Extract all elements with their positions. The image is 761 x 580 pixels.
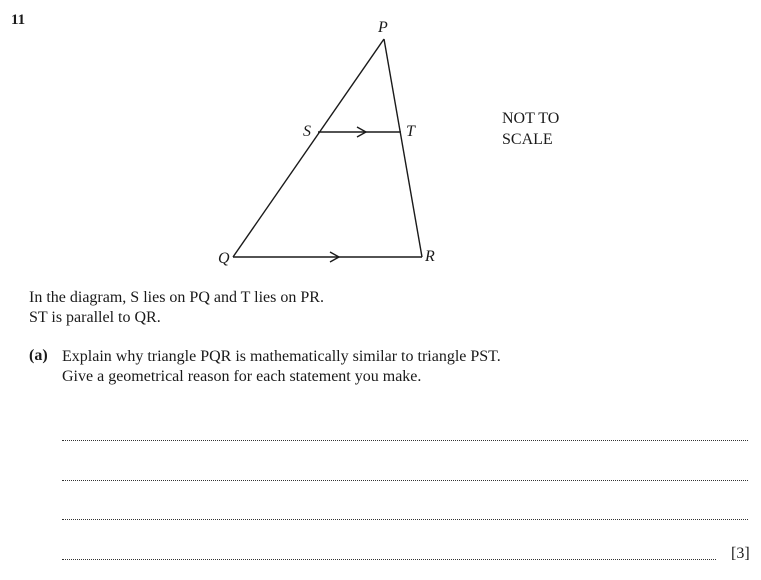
vertex-label-q: Q bbox=[218, 250, 230, 267]
question-number: 11 bbox=[11, 12, 26, 28]
scale-note-line2: SCALE bbox=[502, 131, 553, 148]
part-a-label: (a) bbox=[29, 347, 48, 364]
answer-line-4[interactable] bbox=[62, 559, 716, 560]
vertex-label-p: P bbox=[378, 19, 388, 36]
part-a-line2: Give a geometrical reason for each statement you make. bbox=[62, 368, 422, 385]
vertex-label-r: R bbox=[425, 248, 435, 265]
side-pr bbox=[384, 39, 422, 257]
part-a-text bbox=[62, 347, 501, 387]
answer-line-1[interactable] bbox=[62, 440, 748, 441]
vertex-label-t: T bbox=[406, 123, 415, 140]
intro-line2: ST is parallel to QR. bbox=[29, 309, 161, 326]
scale-note-line1: NOT TO bbox=[502, 110, 560, 127]
part-a-line1: Explain why triangle PQR is mathematically similar to triangle PST. bbox=[62, 348, 501, 365]
intro-line1: In the diagram, S lies on PQ and T lies on PR. bbox=[29, 289, 324, 306]
vertex-label-s: S bbox=[303, 123, 311, 140]
answer-line-3[interactable] bbox=[62, 519, 748, 520]
side-pq bbox=[233, 39, 384, 257]
question-intro bbox=[29, 288, 324, 328]
answer-line-2[interactable] bbox=[62, 480, 748, 481]
not-to-scale-note bbox=[502, 108, 559, 150]
marks-indicator: [3] bbox=[731, 545, 750, 562]
